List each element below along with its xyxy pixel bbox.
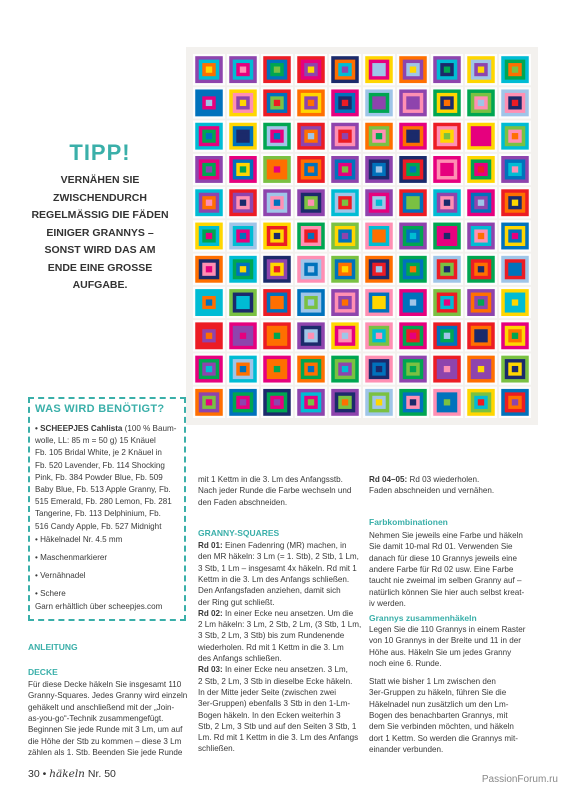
granny-square — [261, 220, 293, 251]
col2-round-line — [198, 619, 361, 630]
line-text: Lm. Rd mit 1 Kettm in die 3. Lm des Anfangs — [198, 733, 359, 743]
line-text: 2 Stb, 2 Lm, 3 Stb in dieselbe Ecke häkeln. — [198, 676, 353, 686]
granny-square — [329, 154, 361, 185]
line-text: Rd 03 wiederholen. — [407, 475, 480, 484]
granny-square — [261, 387, 293, 418]
col3-line: noch eine 6. Runde. — [369, 658, 442, 668]
granny-square — [397, 287, 429, 318]
col3-line: danach für diese 10 Grannys jeweils eine — [369, 553, 518, 563]
granny-square — [193, 387, 225, 418]
col3-line: taucht nie zweimal im selben Granny auf – — [369, 576, 522, 586]
materials-line — [35, 508, 161, 519]
tipp-line: SONST WIRD DAS AM — [44, 244, 156, 256]
granny-square — [431, 353, 463, 384]
granny-square — [431, 154, 463, 185]
materials-item: • Schere — [35, 589, 66, 598]
col2-round-line — [198, 630, 344, 641]
col3-line: natürlich können Sie hier auch selbst kreat- — [369, 587, 525, 597]
line-text: In einer Ecke neu ansetzen. 3 Lm, — [222, 665, 348, 675]
granny-square — [261, 254, 293, 285]
col1-line: zählen als 1. Stb. Beenden Sie jede Runde — [28, 747, 183, 757]
line-text: wolle, LL: 85 m = 50 g) 15 Knäuel — [35, 436, 156, 446]
granny-square — [499, 121, 531, 152]
granny-square — [295, 187, 327, 218]
bold-label: Rd 02: — [198, 608, 223, 618]
materials-line — [35, 435, 156, 446]
heading-anleitung: ANLEITUNG — [28, 642, 78, 652]
granny-square — [329, 220, 361, 251]
tipp-line: EINIGER GRANNYS – — [46, 226, 154, 239]
col3-line — [369, 474, 479, 485]
granny-square — [295, 154, 327, 185]
granny-square — [431, 320, 463, 351]
granny-square — [431, 54, 463, 85]
granny-square — [363, 254, 395, 285]
line-text: Einen Fadenring (MR) machen, in — [222, 541, 347, 550]
col3-line: iv werden. — [369, 598, 406, 608]
col2-round-line — [198, 642, 344, 653]
bold-label: Rd 01: — [198, 541, 223, 550]
granny-square — [329, 187, 361, 218]
col3-line: dort 1 Kettm. So werden die Grannys mit- — [369, 733, 518, 743]
watermark: PassionForum.ru — [481, 774, 558, 785]
heading-decke: DECKE — [28, 667, 58, 677]
granny-square — [329, 287, 361, 318]
line-text: Faden abschneiden und vernähen. — [369, 486, 495, 496]
line-text: 2 Lm häkeln: 3 Lm, 2 Stb, 2 Lm, (3 Stb, 1 Lm, — [198, 620, 362, 630]
materials-line — [35, 484, 171, 495]
line-text: 3 Stb, 2 Lm, 3 Stb) bis zum Rundenende — [198, 631, 345, 641]
granny-blanket-photo — [186, 47, 538, 425]
granny-square — [295, 353, 327, 384]
col2-round-line — [198, 721, 356, 732]
granny-square — [499, 87, 531, 118]
line-text: 3 Stb, 1 Lm – insgesamt 4x häkeln. Rd mit 1 — [198, 563, 357, 573]
granny-square — [261, 187, 293, 218]
col2-round-line — [198, 653, 282, 664]
line-text: (100 % Baum- — [122, 424, 177, 433]
granny-square — [295, 121, 327, 152]
granny-square — [465, 353, 497, 384]
col1-line: Beginnen Sie jede Runde mit 3 Lm, um auf — [28, 725, 183, 735]
line-text: der Ring gut schließt. — [198, 597, 275, 607]
line-text: Tangerine, Fb. 113 Delphinium, Fb. — [35, 509, 161, 519]
col2-round-line — [198, 585, 341, 596]
col2-round-line — [198, 710, 341, 721]
granny-square — [499, 287, 531, 318]
col3-line — [369, 485, 494, 496]
granny-square — [397, 54, 429, 85]
granny-square — [431, 287, 463, 318]
granny-square — [329, 254, 361, 285]
granny-square — [193, 353, 225, 384]
line-text: Stb, 2 Lm, 3 Stb und auf den Seiten 3 Stb, 1 — [198, 721, 357, 731]
col2-round-line — [198, 540, 346, 551]
materials-line — [35, 460, 165, 471]
col2-line: Nach jeder Runde die Farbe wechseln und — [198, 486, 352, 496]
col2-round-line — [198, 563, 357, 574]
granny-square — [431, 254, 463, 285]
granny-square — [431, 121, 463, 152]
granny-square — [363, 121, 395, 152]
col3-line: 3er-Gruppen zu häkeln, führen Sie die — [369, 688, 507, 698]
granny-square — [227, 287, 259, 318]
granny-square — [397, 87, 429, 118]
line-text: Fb. 520 Lavender, Fb. 114 Shocking — [35, 460, 165, 470]
col1-line: die Höhe der Stb zu kommen – diese 3 Lm — [28, 736, 182, 746]
granny-square — [397, 121, 429, 152]
tipp-title: TIPP! — [69, 140, 131, 165]
granny-square — [363, 187, 395, 218]
granny-square — [227, 87, 259, 118]
col1-line: gehäkelt und anschließend mit der „Join- — [28, 702, 175, 712]
granny-square — [397, 254, 429, 285]
granny-square — [227, 320, 259, 351]
col2-round-line — [198, 732, 358, 743]
materials-line — [35, 521, 161, 532]
granny-square — [363, 54, 395, 85]
granny-square — [465, 187, 497, 218]
heading-grannys-zusammenhaekeln: Grannys zusammenhäkeln — [369, 613, 477, 623]
line-text: In einer Ecke neu ansetzen. Um die — [222, 608, 354, 618]
granny-square — [329, 353, 361, 384]
granny-square — [465, 220, 497, 251]
line-text: den MR häkeln: 3 Lm (= 1. Stb), 2 Stb, 1 Lm, — [198, 552, 359, 562]
line-text: des Anfangs schließen. — [198, 654, 282, 663]
col3-line: dem Sie verbinden möchten, und häkeln — [369, 722, 514, 732]
granny-square — [193, 121, 225, 152]
materials-line — [35, 496, 172, 507]
granny-square — [227, 154, 259, 185]
tipp-line: REGELMÄSSIG DIE FÄDEN — [31, 209, 169, 221]
bold-label: • SCHEEPJES Cahlista — [35, 424, 123, 433]
granny-square — [295, 287, 327, 318]
col2-round-line — [198, 664, 348, 675]
granny-square — [499, 54, 531, 85]
col3-line: Legen Sie die 110 Grannys in einem Raster — [369, 625, 526, 634]
materials-note: Garn erhältlich über scheepjes.com — [35, 602, 163, 611]
granny-square — [397, 154, 429, 185]
col2-line: den Faden abschneiden. — [198, 497, 288, 507]
line-text: Den Anfangsfaden anziehen, damit sich — [198, 586, 341, 596]
col3-line: Sie damit 10-mal Rd 01. Verwenden Sie — [369, 542, 513, 552]
granny-square — [499, 187, 531, 218]
materials-item: • Vernähnadel — [35, 571, 86, 580]
granny-square — [363, 154, 395, 185]
materials-title: WAS WIRD BENÖTIGT? — [35, 403, 165, 415]
granny-square — [295, 254, 327, 285]
line-text: Bogen häkeln. In den Ecken weiterhin 3 — [198, 710, 341, 720]
granny-square — [499, 154, 531, 185]
granny-square — [329, 121, 361, 152]
granny-square — [295, 387, 327, 418]
granny-square — [193, 220, 225, 251]
granny-square — [261, 287, 293, 318]
line-text: In der Mitte jeder Seite (zwischen zwei — [198, 687, 337, 697]
col1-line: Granny-Squares. Jedes Granny wird einzeln — [28, 691, 188, 701]
materials-line — [35, 423, 176, 434]
tipp-line: ZWISCHENDURCH — [53, 191, 147, 204]
issue-number: Nr. 50 — [87, 768, 116, 780]
granny-square — [465, 121, 497, 152]
granny-square — [397, 387, 429, 418]
col3-line: Häkelnadel nun zusätzlich um den Lm- — [369, 699, 509, 709]
materials-line — [35, 447, 162, 458]
granny-square — [193, 87, 225, 118]
granny-square — [261, 353, 293, 384]
tipp-line: ENDE EINE GROSSE — [47, 261, 153, 274]
granny-square — [397, 187, 429, 218]
col2-round-line — [198, 687, 336, 698]
col2-line: mit 1 Kettm in die 3. Lm des Anfangsstb. — [198, 475, 343, 484]
granny-square — [363, 87, 395, 118]
magazine-brand: häkeln — [49, 768, 85, 780]
granny-square — [363, 220, 395, 251]
granny-square — [295, 87, 327, 118]
col1-line: as-you-go“-Technik zusammengefügt. — [28, 713, 164, 723]
col3-line: von 10 Grannys in der Breite und 11 in der — [369, 636, 521, 646]
granny-square — [465, 320, 497, 351]
line-text: Fb. 105 Bridal White, je 2 Knäuel in — [35, 448, 162, 458]
granny-square — [397, 353, 429, 384]
granny-square — [227, 220, 259, 251]
granny-square — [499, 320, 531, 351]
tipp-line: AUFGABE. — [72, 279, 128, 291]
col3-line: andere Farbe für Rd 02 usw. Eine Farbe — [369, 564, 514, 574]
granny-square — [431, 187, 463, 218]
col2-round-line — [198, 743, 235, 754]
granny-square — [193, 320, 225, 351]
bold-label: Rd 03: — [198, 665, 223, 675]
granny-square — [227, 187, 259, 218]
tipp-line: VERNÄHEN SIE — [60, 174, 140, 186]
line-text: schließen. — [198, 744, 235, 754]
footer-bullet: • — [42, 768, 47, 780]
line-text: 3er-Gruppen) ebenfalls 3 Stb in den 1-Lm- — [198, 699, 351, 709]
line-text: Baby Blue, Fb. 513 Apple Granny, Fb. — [35, 485, 171, 494]
granny-square — [193, 287, 225, 318]
granny-square — [295, 320, 327, 351]
col3-line: einander verbunden. — [369, 744, 444, 754]
granny-square — [261, 320, 293, 351]
granny-square — [397, 320, 429, 351]
granny-square — [363, 320, 395, 351]
granny-square — [499, 220, 531, 251]
granny-square — [329, 54, 361, 85]
bold-label: Rd 04–05: — [369, 475, 408, 484]
line-text: Pink, Fb. 384 Powder Blue, Fb. 509 — [35, 472, 163, 482]
line-text: wiederholen. Rd mit 1 Kettm in die 3. Lm — [198, 642, 344, 652]
granny-square — [227, 121, 259, 152]
granny-square — [227, 387, 259, 418]
col3-line: Nehmen Sie jeweils eine Farbe und häkeln — [369, 531, 523, 540]
granny-square — [431, 87, 463, 118]
granny-square — [499, 353, 531, 384]
col3-line: Bogen des benachbarten Grannys, mit — [369, 710, 508, 720]
granny-square — [499, 387, 531, 418]
col3-line: Statt wie bisher 1 Lm zwischen den — [369, 677, 496, 686]
granny-square — [261, 154, 293, 185]
line-text: 515 Emerald, Fb. 280 Lemon, Fb. 281 — [35, 497, 172, 507]
granny-square — [261, 54, 293, 85]
granny-square — [465, 387, 497, 418]
granny-square — [397, 220, 429, 251]
granny-square — [193, 154, 225, 185]
granny-square — [193, 254, 225, 285]
granny-square — [261, 87, 293, 118]
granny-square — [465, 287, 497, 318]
heading-granny-squares: GRANNY-SQUARES — [198, 528, 280, 538]
col2-round-line — [198, 574, 349, 585]
granny-square — [227, 254, 259, 285]
granny-square — [193, 54, 225, 85]
line-text: Kettm in die 3. Lm des Anfangs schließen. — [198, 574, 350, 584]
heading-farbkombinationen: Farbkombinationen — [369, 517, 448, 527]
line-text: 516 Candy Apple, Fb. 527 Midnight — [35, 521, 162, 531]
col2-round-line — [198, 551, 359, 562]
granny-square — [329, 320, 361, 351]
granny-square — [465, 254, 497, 285]
granny-square — [295, 220, 327, 251]
granny-square — [431, 220, 463, 251]
col2-round-line — [198, 597, 274, 608]
col2-round-line — [198, 698, 350, 709]
granny-square — [363, 387, 395, 418]
granny-square — [431, 387, 463, 418]
granny-square — [295, 54, 327, 85]
page-footer — [28, 768, 116, 780]
granny-square — [193, 187, 225, 218]
granny-square — [329, 387, 361, 418]
col3-line: Höhe aus. Häkeln Sie um jedes Granny — [369, 647, 512, 657]
granny-square — [465, 87, 497, 118]
granny-square — [465, 54, 497, 85]
granny-square — [227, 54, 259, 85]
granny-square — [363, 353, 395, 384]
page-number: 30 — [28, 768, 40, 780]
col2-round-line — [198, 608, 353, 619]
granny-square — [363, 287, 395, 318]
materials-item: • Häkelnadel Nr. 4.5 mm — [35, 535, 123, 544]
granny-square — [465, 154, 497, 185]
col1-line: Für diese Decke häkeln Sie insgesamt 110 — [28, 680, 182, 689]
granny-square — [227, 353, 259, 384]
granny-square — [329, 87, 361, 118]
col2-round-line — [198, 676, 352, 687]
materials-item: • Maschenmarkierer — [35, 553, 108, 562]
materials-line — [35, 472, 163, 483]
granny-square — [499, 254, 531, 285]
granny-square — [261, 121, 293, 152]
